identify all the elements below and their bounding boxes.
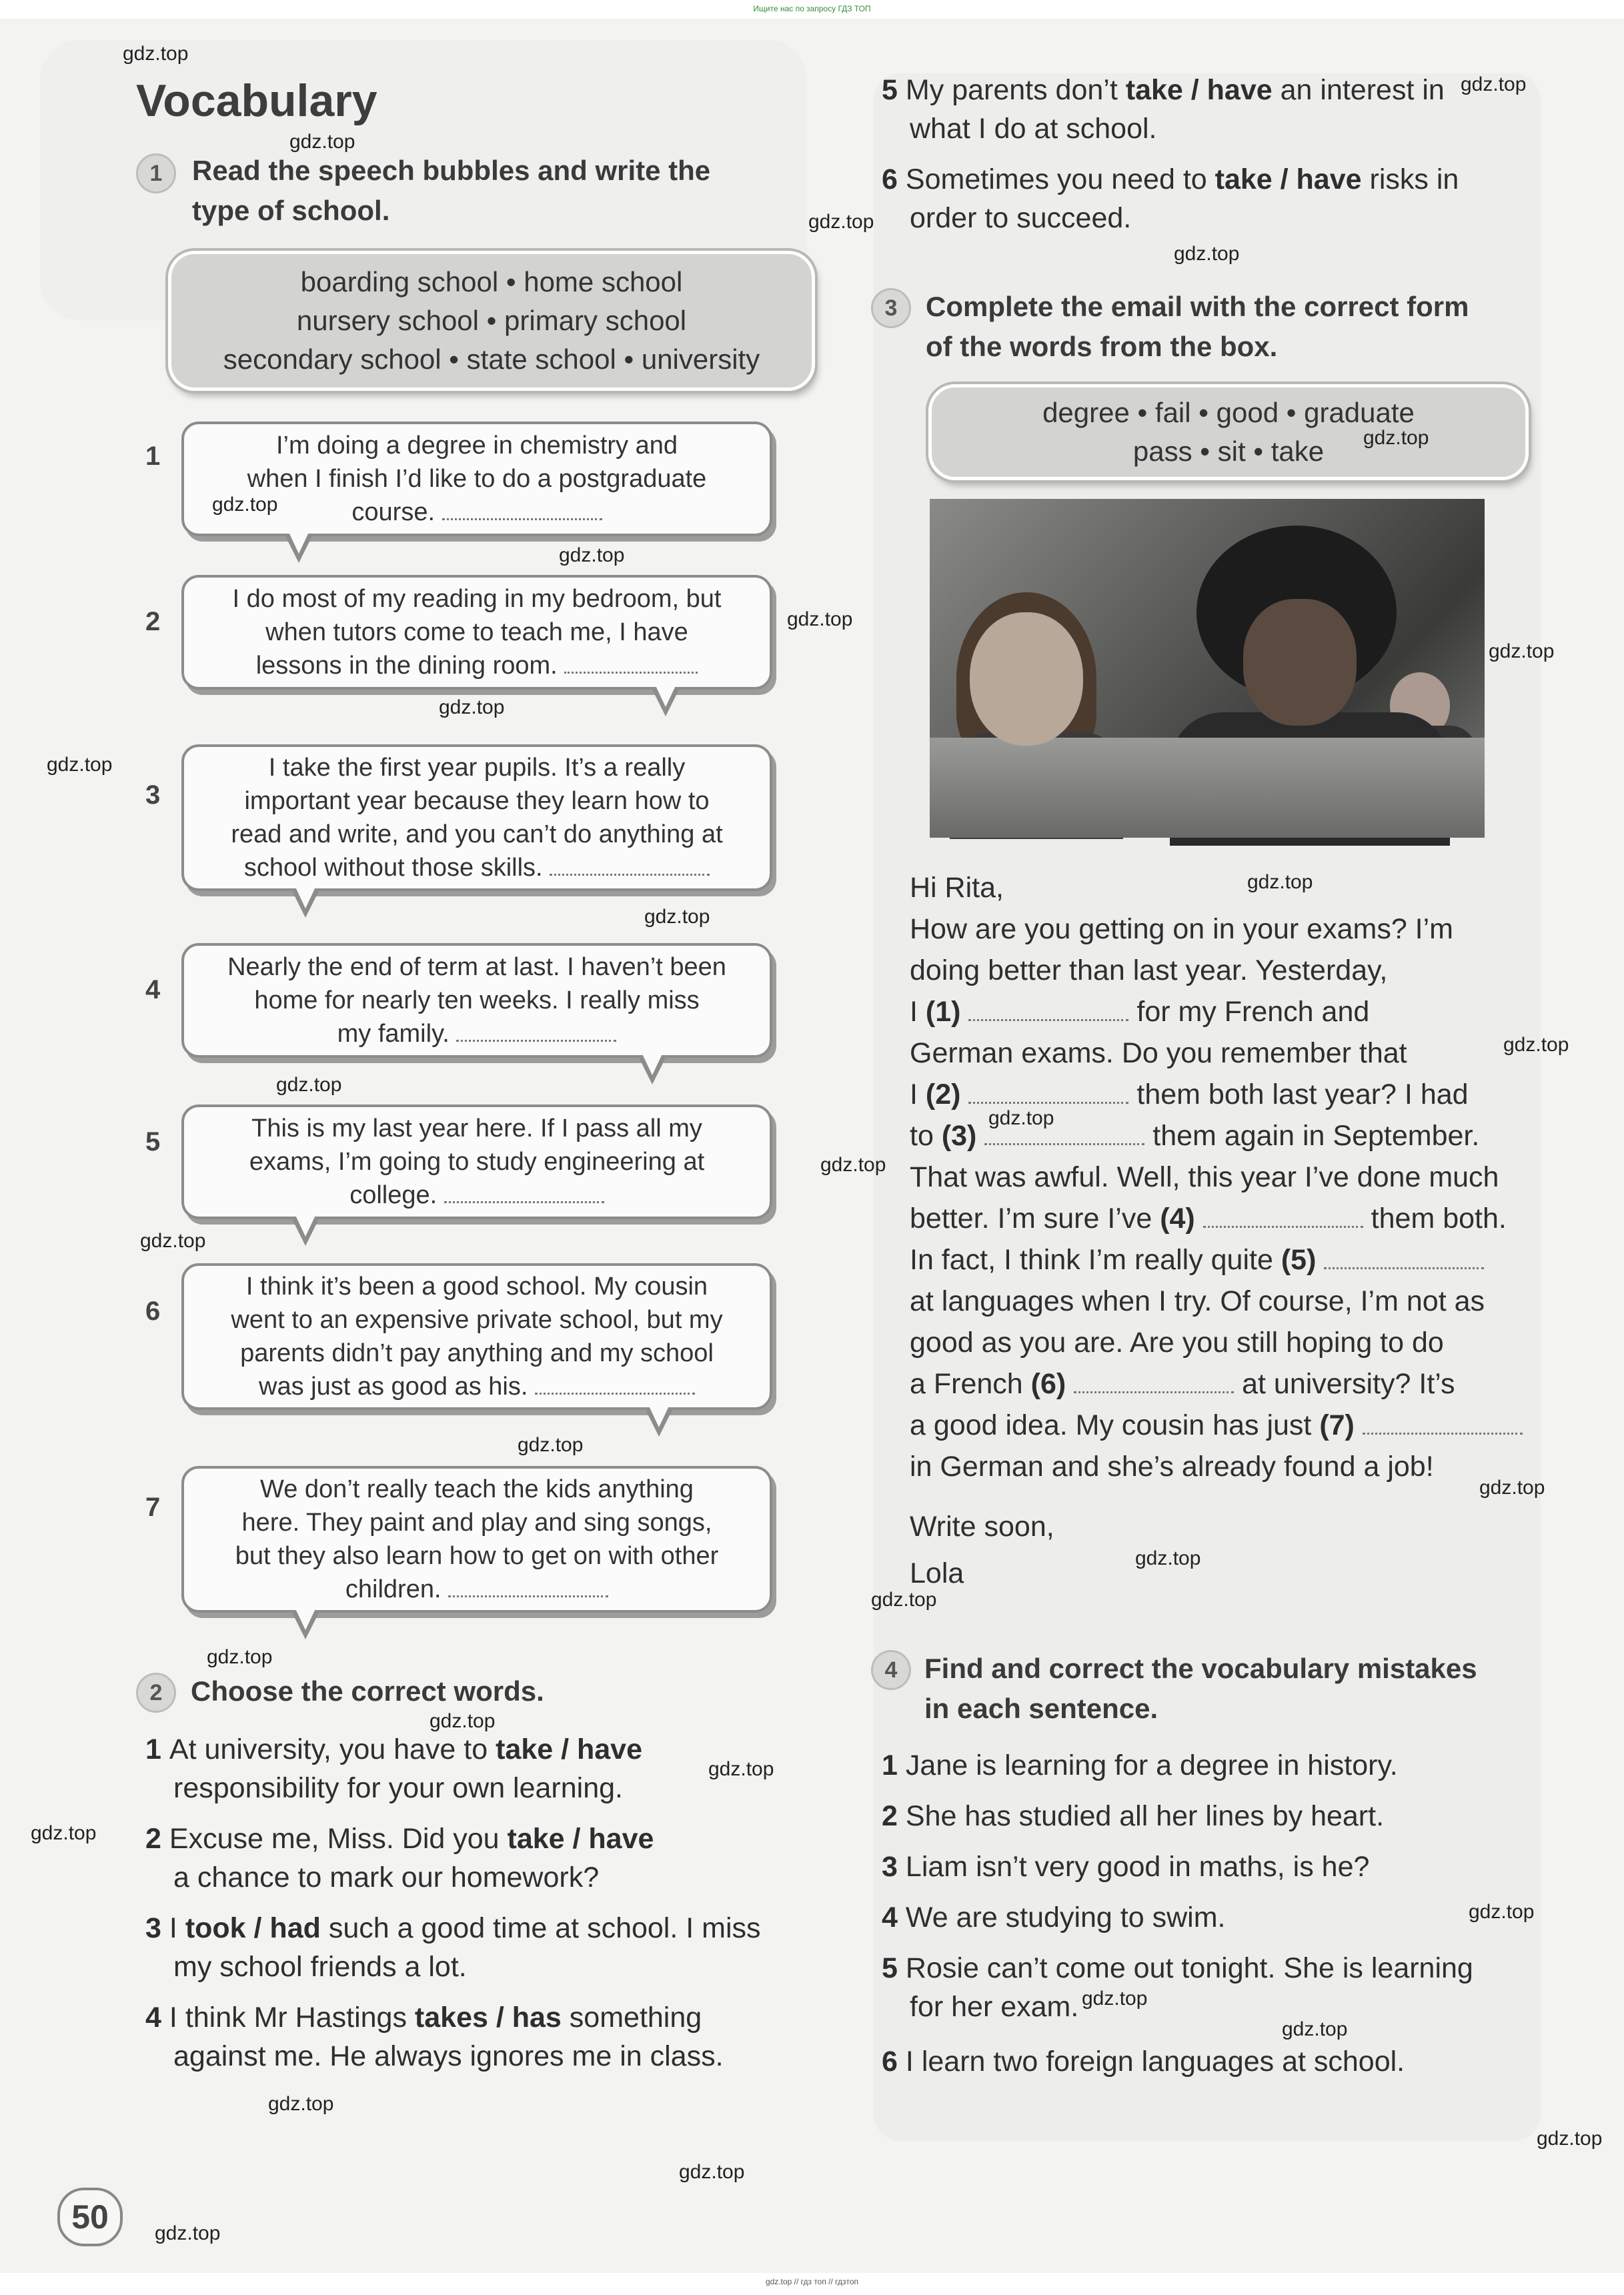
bubble-line: my family. bbox=[337, 1020, 450, 1048]
answer-blank[interactable] bbox=[550, 854, 710, 876]
watermark: gdz.top bbox=[708, 1758, 774, 1780]
email-line: In fact, I think I’m really quite bbox=[910, 1244, 1281, 1276]
word-choice[interactable]: take / have bbox=[1125, 74, 1273, 106]
bubble-number: 2 bbox=[145, 607, 161, 636]
gap-number: (2) bbox=[925, 1078, 961, 1110]
exercise-4-title-line: in each sentence. bbox=[924, 1693, 1158, 1724]
photo-main-student-face bbox=[1243, 599, 1357, 726]
bubble-number: 7 bbox=[145, 1493, 161, 1522]
bubble-line: but they also learn how to get on with other bbox=[235, 1542, 719, 1570]
bubble-tail bbox=[291, 1610, 320, 1639]
watermark: gdz.top bbox=[140, 1230, 206, 1252]
exercise-2-item-6 bbox=[882, 160, 1459, 237]
watermark: gdz.top bbox=[871, 1589, 937, 1611]
item-text: I think Mr Hastings bbox=[169, 2002, 415, 2034]
item-text: an interest in bbox=[1272, 74, 1445, 106]
watermark: gdz.top bbox=[430, 1710, 496, 1732]
watermark: gdz.top bbox=[559, 544, 625, 566]
watermark: gdz.top bbox=[123, 43, 189, 65]
email-line: them both last year? I had bbox=[1128, 1078, 1469, 1110]
watermark: gdz.top bbox=[1537, 2128, 1603, 2150]
bubble-line: course. bbox=[351, 498, 436, 526]
exercise-3-title-line: of the words from the box. bbox=[926, 331, 1278, 362]
exercise-2-item-3 bbox=[145, 1909, 761, 1986]
bubble-line: read and write, and you can’t do anything at bbox=[231, 820, 723, 848]
exercise-2-item-2 bbox=[145, 1819, 654, 1897]
word-box-line: boarding school • home school bbox=[300, 266, 683, 297]
bubble-number: 6 bbox=[145, 1297, 161, 1326]
exercise-4-item-4 bbox=[882, 1898, 1225, 1937]
students-exam-photo bbox=[930, 499, 1485, 838]
bubble-line: here. They paint and play and sing songs, bbox=[241, 1509, 712, 1537]
gap-1-blank[interactable] bbox=[968, 999, 1128, 1021]
speech-bubble-5 bbox=[181, 1104, 772, 1219]
watermark: gdz.top bbox=[1082, 1988, 1148, 2010]
watermark: gdz.top bbox=[1469, 1901, 1535, 1923]
exercise-4-item-3 bbox=[882, 1847, 1369, 1886]
speech-bubble-4 bbox=[181, 943, 772, 1058]
watermark: gdz.top bbox=[155, 2222, 221, 2244]
speech-bubble-7 bbox=[181, 1466, 772, 1613]
item-text: At university, you have to bbox=[169, 1733, 496, 1765]
bubble-line: exams, I’m going to study engineering at bbox=[249, 1148, 705, 1176]
photo-desk bbox=[930, 738, 1485, 838]
item-text: against me. He always ignores me in class. bbox=[173, 2040, 724, 2072]
watermark: gdz.top bbox=[808, 211, 874, 233]
gap-7-blank[interactable] bbox=[1363, 1413, 1523, 1435]
item-number: 3 bbox=[882, 1851, 898, 1883]
answer-blank[interactable] bbox=[442, 498, 602, 520]
watermark: gdz.top bbox=[644, 906, 710, 928]
item-number: 4 bbox=[882, 1901, 898, 1934]
bubble-line: was just as good as his. bbox=[259, 1373, 528, 1401]
item-text: Excuse me, Miss. Did you bbox=[169, 1823, 508, 1855]
item-number: 6 bbox=[882, 163, 898, 195]
watermark: gdz.top bbox=[1461, 73, 1527, 95]
speech-bubble-3 bbox=[181, 744, 772, 891]
email-line: I bbox=[910, 1078, 926, 1110]
item-text: Sometimes you need to bbox=[905, 163, 1215, 195]
exercise-4-title bbox=[924, 1649, 1477, 1729]
word-box-line: degree • fail • good • graduate bbox=[1042, 397, 1415, 428]
exercise-3-title-line: Complete the email with the correct form bbox=[926, 291, 1469, 322]
exercise-1-title-line: Read the speech bubbles and write the bbox=[192, 155, 711, 186]
watermark: gdz.top bbox=[679, 2161, 745, 2183]
bubble-line: Nearly the end of term at last. I haven’t been bbox=[227, 953, 726, 981]
item-text: what I do at school. bbox=[910, 113, 1157, 145]
email-line: doing better than last year. Yesterday, bbox=[910, 954, 1388, 986]
word-box-line: pass • sit • take bbox=[1132, 436, 1325, 467]
watermark: gdz.top bbox=[988, 1107, 1054, 1129]
item-text: Jane is learning for a degree in history. bbox=[905, 1749, 1398, 1781]
word-choice[interactable]: take / have bbox=[1214, 163, 1362, 195]
gap-number: (1) bbox=[925, 996, 961, 1028]
exercise-3-title bbox=[926, 287, 1469, 367]
photo-girl-face bbox=[970, 612, 1083, 746]
bubble-line: I do most of my reading in my bedroom, but bbox=[232, 585, 722, 613]
exercise-3-word-box bbox=[928, 384, 1529, 480]
watermark: gdz.top bbox=[268, 2093, 334, 2115]
item-text: Rosie can’t come out tonight. She is learning bbox=[905, 1952, 1473, 1984]
bubble-line: children. bbox=[345, 1575, 442, 1603]
bubble-line: home for nearly ten weeks. I really miss bbox=[254, 986, 700, 1014]
exercise-3-number: 3 bbox=[871, 288, 911, 328]
exercise-4-item-1 bbox=[882, 1746, 1398, 1785]
exercise-1-word-box bbox=[168, 251, 815, 391]
item-text: something bbox=[561, 2002, 702, 2034]
exercise-2-number: 2 bbox=[136, 1673, 176, 1713]
gap-number: (5) bbox=[1281, 1244, 1317, 1276]
bubble-tail bbox=[638, 1055, 667, 1084]
item-text: Liam isn’t very good in maths, is he? bbox=[905, 1851, 1370, 1883]
exercise-4-title-line: Find and correct the vocabulary mistakes bbox=[924, 1653, 1477, 1684]
watermark: gdz.top bbox=[820, 1154, 886, 1176]
item-text: order to succeed. bbox=[910, 202, 1132, 234]
item-text: I learn two foreign languages at school. bbox=[905, 2046, 1405, 2078]
watermark: gdz.top bbox=[1479, 1477, 1545, 1499]
item-text: We are studying to swim. bbox=[905, 1901, 1226, 1934]
exercise-4-number: 4 bbox=[871, 1650, 911, 1690]
item-number: 1 bbox=[145, 1733, 161, 1765]
word-choice[interactable]: take / have bbox=[496, 1733, 643, 1765]
watermark: gdz.top bbox=[276, 1074, 342, 1096]
item-number: 2 bbox=[145, 1823, 161, 1855]
email-line: for my French and bbox=[1128, 996, 1370, 1028]
exercise-4-item-2 bbox=[882, 1797, 1384, 1835]
gap-number: (4) bbox=[1160, 1203, 1195, 1235]
gap-number: (3) bbox=[941, 1120, 977, 1152]
speech-bubble-2 bbox=[181, 575, 772, 690]
email-signoff: Write soon, bbox=[910, 1511, 1054, 1543]
answer-blank[interactable] bbox=[535, 1373, 695, 1395]
item-number: 3 bbox=[145, 1912, 161, 1944]
bubble-line: I think it’s been a good school. My cousin bbox=[245, 1273, 708, 1301]
item-text: My parents don’t bbox=[905, 74, 1126, 106]
email-line: I bbox=[910, 996, 926, 1028]
gap-number: (6) bbox=[1030, 1368, 1066, 1400]
email-line: better. I’m sure I’ve bbox=[910, 1203, 1160, 1235]
bubble-line: I take the first year pupils. It’s a really bbox=[268, 754, 686, 782]
watermark: gdz.top bbox=[518, 1434, 584, 1456]
email-line: good as you are. Are you still hoping to do bbox=[910, 1327, 1444, 1359]
header-note: Ищите нас по запросу ГДЗ ТОП bbox=[753, 4, 871, 13]
email-line: That was awful. Well, this year I’ve done much bbox=[910, 1161, 1499, 1193]
item-text: a chance to mark our homework? bbox=[173, 1861, 600, 1893]
bubble-line: when I finish I’d like to do a postgraduate bbox=[247, 465, 707, 493]
email-line: How are you getting on in your exams? I’m bbox=[910, 913, 1454, 945]
email-line: German exams. Do you remember that bbox=[910, 1037, 1407, 1069]
email-line: them again in September. bbox=[1144, 1120, 1480, 1152]
word-choice[interactable]: took / had bbox=[185, 1912, 321, 1944]
watermark: gdz.top bbox=[47, 754, 113, 776]
word-choice[interactable]: takes / has bbox=[414, 2002, 562, 2034]
footer-note: gdz.top // гдз топ // гдзтоп bbox=[765, 2277, 859, 2286]
exercise-2-item-1 bbox=[145, 1730, 642, 1807]
word-box-line: secondary school • state school • university bbox=[223, 343, 760, 375]
watermark: gdz.top bbox=[207, 1646, 273, 1668]
item-text: my school friends a lot. bbox=[173, 1951, 467, 1983]
email-text bbox=[910, 867, 1537, 1594]
gap-6-blank[interactable] bbox=[1074, 1371, 1234, 1393]
email-line: a good idea. My cousin has just bbox=[910, 1409, 1320, 1441]
bubble-line: This is my last year here. If I pass all my bbox=[251, 1114, 702, 1142]
exercise-2-item-5 bbox=[882, 71, 1445, 148]
page-number: 50 bbox=[57, 2188, 123, 2246]
watermark: gdz.top bbox=[1247, 871, 1313, 893]
gap-5-blank[interactable] bbox=[1324, 1247, 1484, 1269]
exercise-1-title bbox=[192, 151, 710, 231]
bubble-number: 5 bbox=[145, 1127, 161, 1157]
bubble-tail bbox=[644, 1407, 674, 1437]
answer-blank[interactable] bbox=[456, 1020, 616, 1042]
item-text: She has studied all her lines by heart. bbox=[905, 1800, 1385, 1832]
bubble-number: 4 bbox=[145, 975, 161, 1004]
watermark: gdz.top bbox=[1282, 2018, 1348, 2040]
item-number: 6 bbox=[882, 2046, 898, 2078]
item-text: I bbox=[169, 1912, 185, 1944]
item-number: 2 bbox=[882, 1800, 898, 1832]
word-box-line: nursery school • primary school bbox=[296, 305, 687, 336]
item-number: 5 bbox=[882, 1952, 898, 1984]
watermark: gdz.top bbox=[1489, 640, 1555, 662]
bubble-line: We don’t really teach the kids anything bbox=[260, 1475, 694, 1503]
item-text: risks in bbox=[1361, 163, 1459, 195]
email-greeting: Hi Rita, bbox=[910, 872, 1004, 904]
exercise-2-title: Choose the correct words. bbox=[191, 1675, 544, 1707]
bubble-line: school without those skills. bbox=[243, 854, 543, 882]
answer-blank[interactable] bbox=[564, 652, 698, 674]
bubble-tail bbox=[291, 888, 320, 918]
bubble-line: college. bbox=[349, 1181, 438, 1209]
watermark: gdz.top bbox=[1503, 1034, 1569, 1056]
exercise-1-title-line: type of school. bbox=[192, 195, 390, 226]
bubble-line: I’m doing a degree in chemistry and bbox=[276, 432, 678, 460]
item-number: 1 bbox=[882, 1749, 898, 1781]
bubble-tail bbox=[651, 687, 680, 716]
exercise-4-item-5 bbox=[882, 1949, 1473, 2026]
watermark: gdz.top bbox=[289, 131, 355, 153]
speech-bubble-6 bbox=[181, 1263, 772, 1410]
watermark: gdz.top bbox=[787, 608, 853, 630]
bubble-number: 1 bbox=[145, 442, 161, 471]
gap-4-blank[interactable] bbox=[1203, 1206, 1363, 1228]
item-number: 5 bbox=[882, 74, 898, 106]
item-text: such a good time at school. I miss bbox=[320, 1912, 761, 1944]
bubble-line: went to an expensive private school, but my bbox=[231, 1306, 723, 1334]
watermark: gdz.top bbox=[1174, 243, 1240, 265]
watermark: gdz.top bbox=[439, 696, 505, 718]
exercise-4-item-6 bbox=[882, 2042, 1405, 2081]
exercise-1-number: 1 bbox=[136, 153, 176, 193]
bubble-number: 3 bbox=[145, 780, 161, 810]
gap-number: (7) bbox=[1319, 1409, 1355, 1441]
gap-2-blank[interactable] bbox=[968, 1082, 1128, 1104]
watermark: gdz.top bbox=[212, 494, 278, 516]
watermark: gdz.top bbox=[31, 1822, 97, 1844]
email-signature: Lola bbox=[910, 1557, 964, 1589]
watermark: gdz.top bbox=[1135, 1547, 1201, 1569]
email-line: at university? It’s bbox=[1234, 1368, 1455, 1400]
item-text: for her exam. bbox=[910, 1991, 1079, 2023]
email-line: a French bbox=[910, 1368, 1031, 1400]
answer-blank[interactable] bbox=[448, 1575, 608, 1597]
speech-bubble-1 bbox=[181, 422, 772, 536]
bubble-tail bbox=[284, 534, 313, 563]
item-number: 4 bbox=[145, 2002, 161, 2034]
email-line: in German and she’s already found a job! bbox=[910, 1451, 1434, 1483]
word-choice[interactable]: take / have bbox=[507, 1823, 654, 1855]
section-title: Vocabulary bbox=[136, 75, 377, 126]
bubble-line: parents didn’t pay anything and my school bbox=[240, 1339, 714, 1367]
exercise-2-item-4 bbox=[145, 1998, 724, 2076]
answer-blank[interactable] bbox=[444, 1181, 604, 1203]
watermark: gdz.top bbox=[1363, 427, 1429, 449]
email-line: at languages when I try. Of course, I’m not as bbox=[910, 1285, 1485, 1317]
email-line: them both. bbox=[1363, 1203, 1507, 1235]
bubble-line: lessons in the dining room. bbox=[255, 652, 558, 680]
bubble-line: important year because they learn how to bbox=[244, 787, 710, 815]
bubble-tail bbox=[291, 1217, 320, 1246]
bubble-line: when tutors come to teach me, I have bbox=[265, 618, 688, 646]
email-line: to bbox=[910, 1120, 942, 1152]
item-text: responsibility for your own learning. bbox=[173, 1772, 623, 1804]
